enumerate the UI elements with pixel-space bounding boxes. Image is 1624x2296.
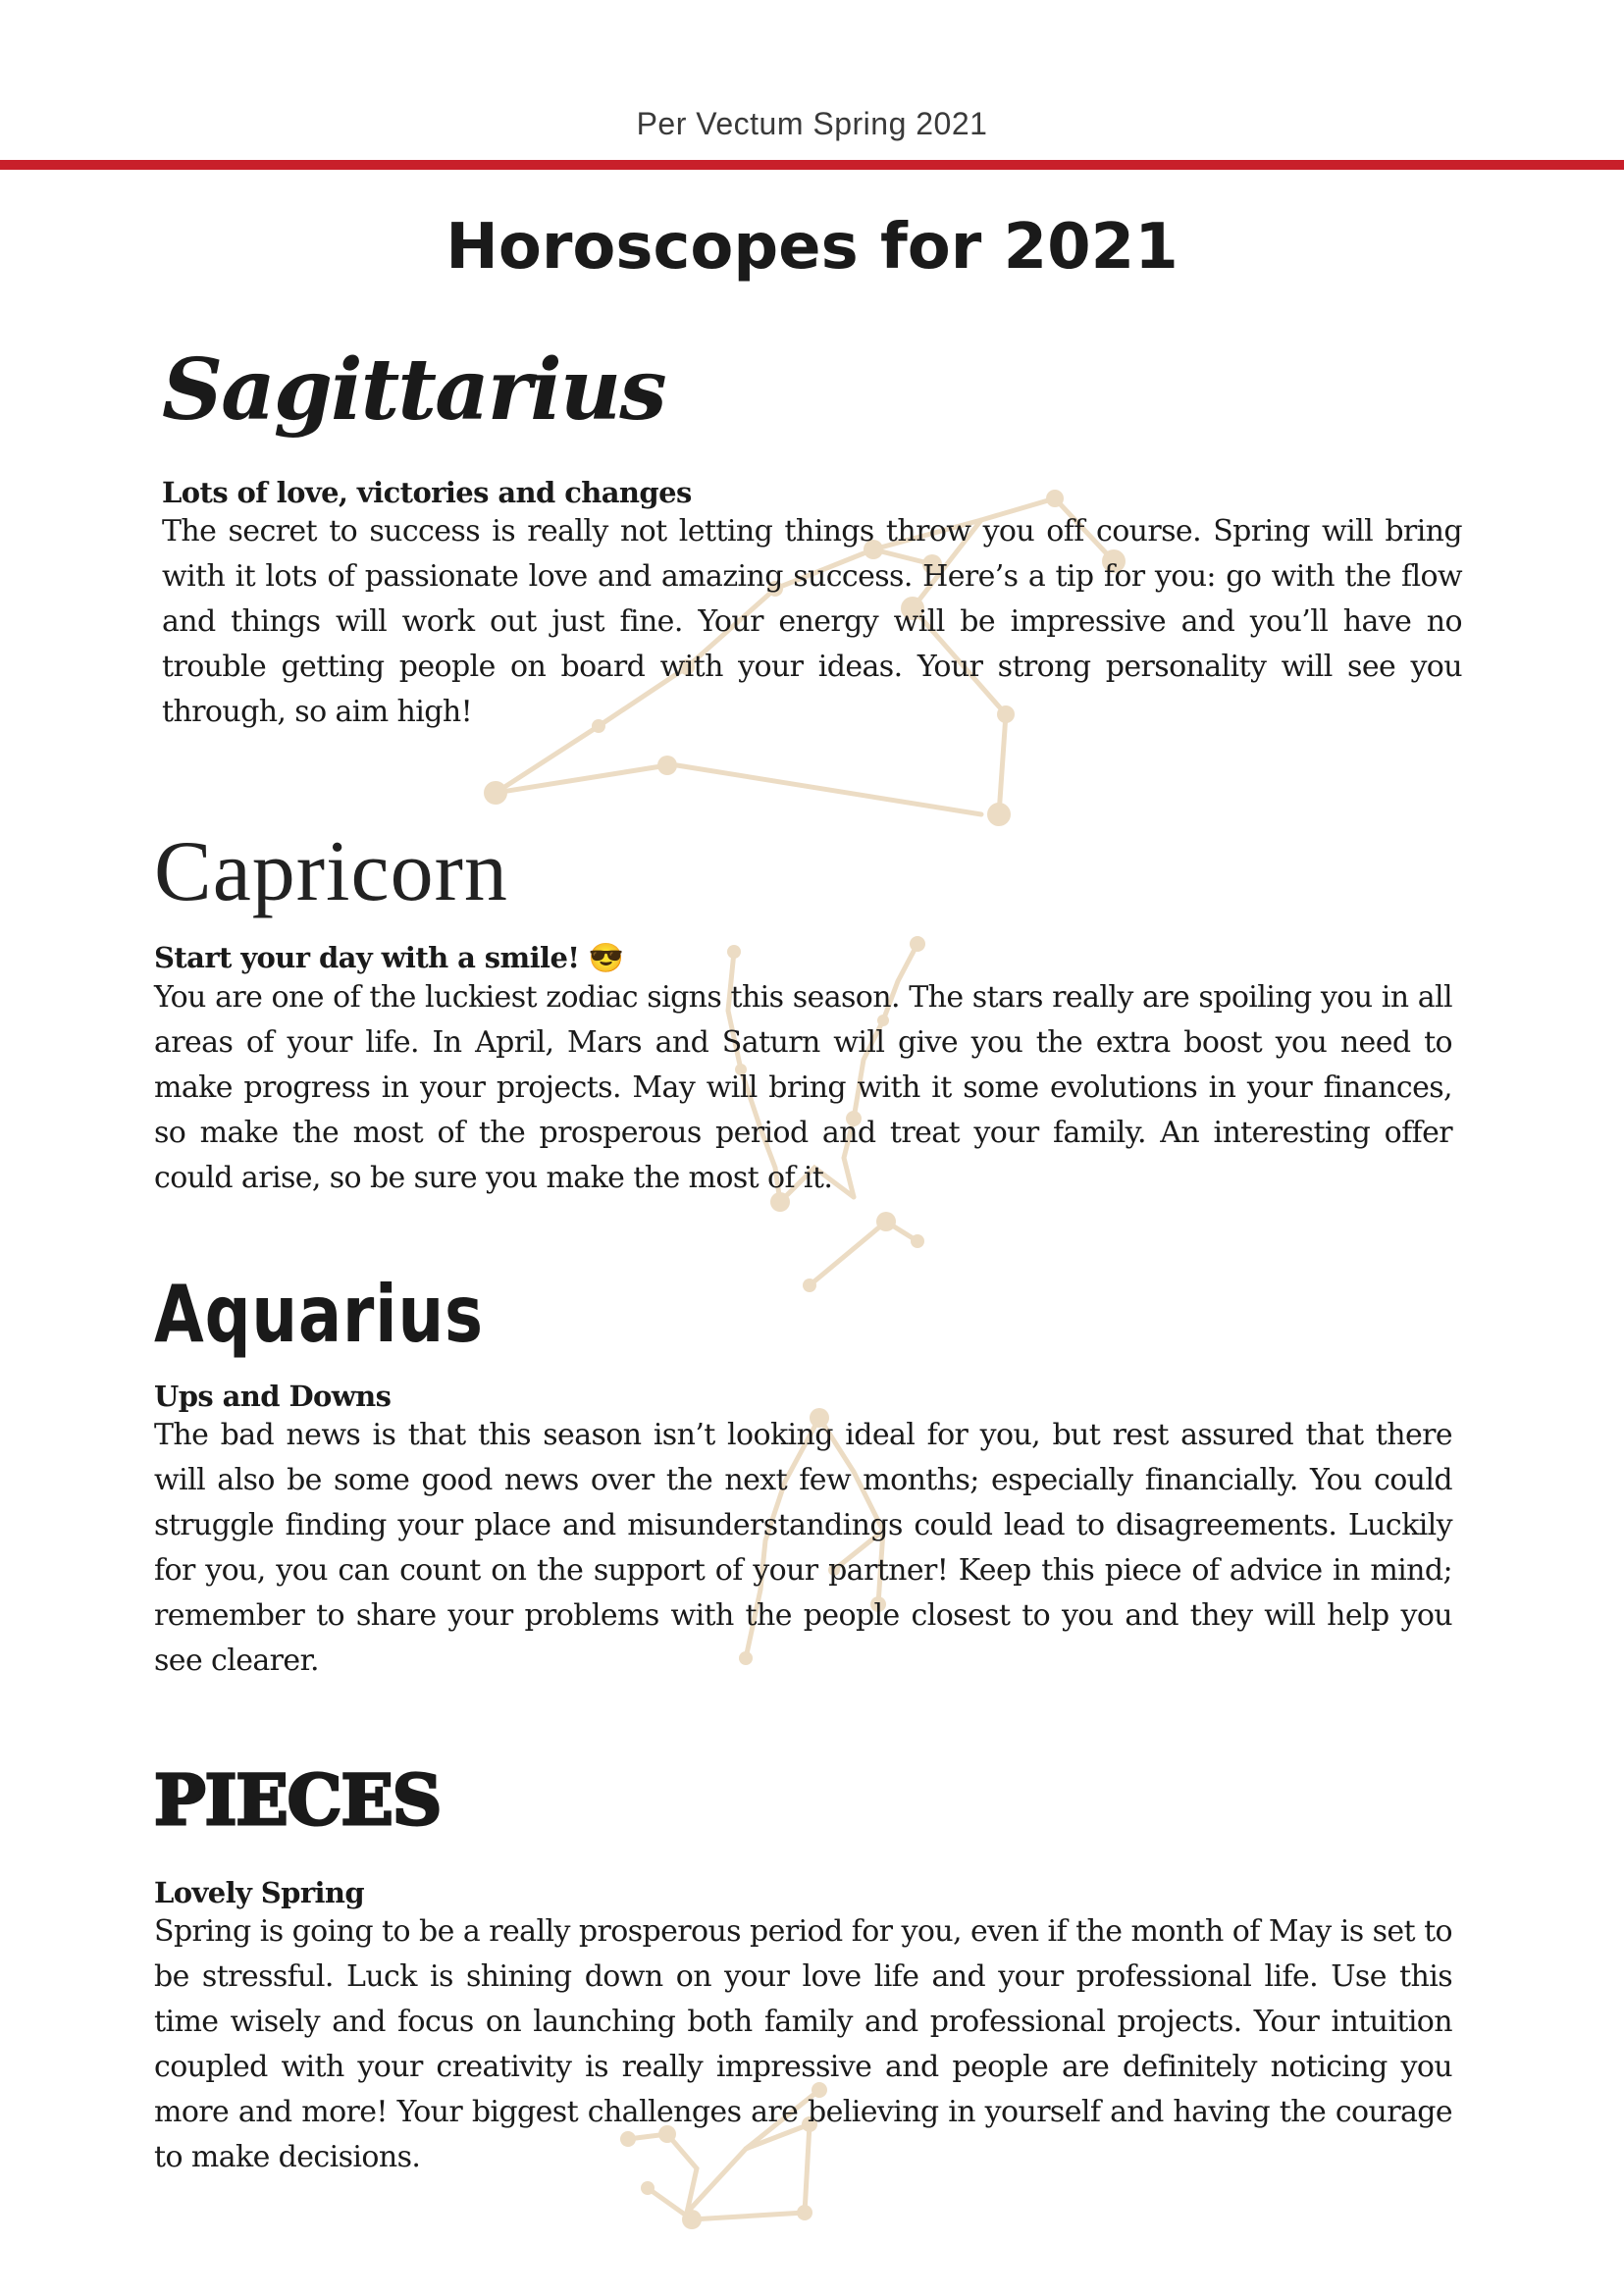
sign-subtitle: Start your day with a smile! 😎 <box>154 941 624 974</box>
sign-body: Spring is going to be a really prosperous period for you, even if the month of May is set to be stressful. Luck is shining down on your love life and your professional life. Use this time wisely and focus on launching both family and professional projects. Your intuition coupled with your creativity is really impressive and people are definitely noticing you more and more! Your biggest challenges are believing in yourself and having the courage to make decisions. <box>154 1914 1452 2174</box>
sign-body: You are one of the luckiest zodiac signs this season. The stars really are spoiling you in all areas of your life. In April, Mars and Saturn will give you the extra boost you need to make progress in your projects. May will bring with it some evolutions in your finances, so make the most of the prosperous period and treat your family. An interesting offer could arise, so be sure you make the most of it. <box>154 980 1452 1195</box>
sign-name: PIECES <box>154 1759 442 1841</box>
sign-subtitle: Lots of love, victories and changes <box>162 476 692 509</box>
sign-aquarius <box>154 1269 1452 1684</box>
sign-name: Sagittarius <box>162 340 665 440</box>
sign-name: Aquarius <box>154 1269 484 1360</box>
sign-subtitle: Lovely Spring <box>154 1876 365 1909</box>
sign-capricorn <box>154 824 1452 1201</box>
publication-header: Per Vectum Spring 2021 <box>636 106 988 141</box>
sign-body: The secret to success is really not letting things throw you off course. Spring will bring with it lots of passionate love and amazing success. Here’s a tip for you: go with the flow and things will work out just fine. Your energy will be impressive and you’ll have no trouble getting people on board with your ideas. Your strong personality will see you through, so aim high! <box>162 514 1462 729</box>
header-divider <box>0 160 1624 170</box>
sign-sagittarius <box>162 340 1462 735</box>
page-title: Horoscopes for 2021 <box>445 211 1179 284</box>
sign-name: Capricorn <box>154 824 508 919</box>
sign-body: The bad news is that this season isn’t looking ideal for you, but rest assured that there will also be some good news over the next few months; especially financially. You could struggle finding your place and misunderstandings could lead to disagreements. Luckily for you, you can count on the support of your partner! Keep this piece of advice in mind; remember to share your problems with the people closest to you and they will help you see clearer. <box>154 1418 1452 1678</box>
sign-pieces <box>154 1759 1452 2180</box>
sign-subtitle: Ups and Downs <box>154 1380 392 1413</box>
